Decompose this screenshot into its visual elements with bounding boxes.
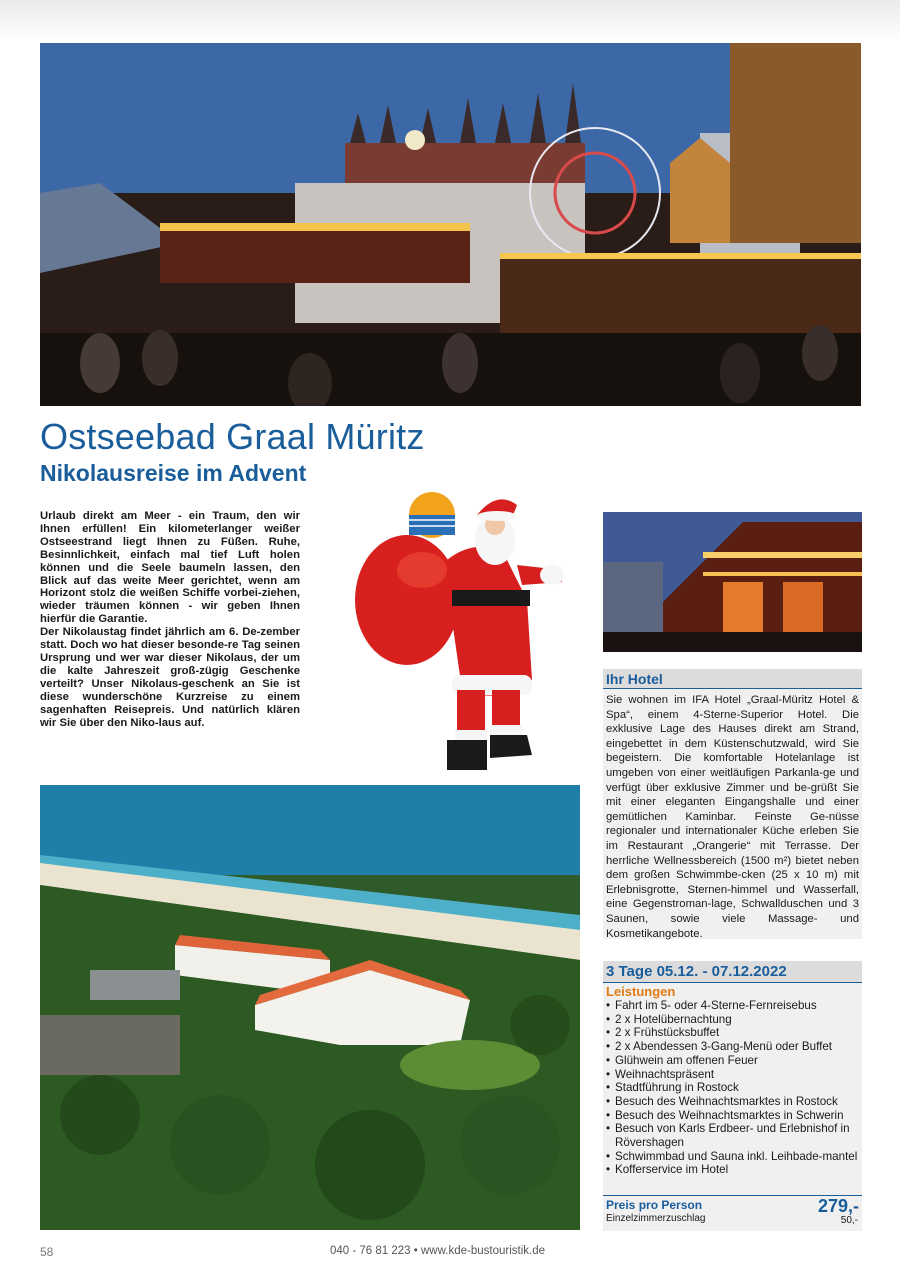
hotel-description: Sie wohnen im IFA Hotel „Graal-Müritz Hotel & Spa“, einem 4-Sterne-Superior Hotel. Die exklusive Lage des Hauses direkt am Strand, eingebettet in dem Küstenschutzwald, wird Sie begeistern. Die komfortable Hotelanlage ist umgeben von einer weitläufigen Parkanla-ge und verfügt über exklusive Zimmer und be-grüßt Sie mit einer eleganten Eingangshalle und einer gemütlichen Kaminbar. Feinste Ge-nüsse regionaler und internationaler Küche erleben Sie im Restaurant „Orangerie“ mit Terrasse. Der herrliche Wellnessbereich (1500 m²) bietet neben dem großen Schwimmbe-cken (25 x 10 m) mit Erlebnisgrotte, Sternen-himmel und Wasserfall, eine Gegenstroman-lage, Schwallduschen und 3 Saunen, sowie viele Massage- und Kosmetikangebote. <box>606 694 859 940</box>
service-item: • Schwimmbad und Sauna inkl. Leihbade-mantel <box>606 1150 859 1164</box>
service-item: • Besuch von Karls Erdbeer- und Erlebnishof in Rövershagen <box>606 1122 859 1149</box>
footer-contact: 040 - 76 81 223 • www.kde-bustouristik.de <box>330 1245 545 1257</box>
service-item: • Besuch des Weihnachtsmarktes in Schwerin <box>606 1109 859 1123</box>
services-list <box>603 999 862 1177</box>
price-row <box>603 1195 862 1224</box>
sun-logo-icon <box>409 492 455 538</box>
hero-photo-christmas-market <box>40 43 861 406</box>
page-subtitle: Nikolausreise im Advent <box>40 460 307 486</box>
service-item: • 2 x Abendessen 3-Gang-Menü oder Buffet <box>606 1040 859 1054</box>
market-stalls-photo <box>603 512 862 652</box>
service-item: • Weihnachtspräsent <box>606 1068 859 1082</box>
service-item: • Besuch des Weihnachtsmarktes in Rostock <box>606 1095 859 1109</box>
price-label: Preis pro Person <box>606 1198 703 1212</box>
service-item: • 2 x Frühstücksbuffet <box>606 1026 859 1040</box>
single-supplement-label: Einzelzimmerzuschlag <box>606 1213 706 1224</box>
service-item: • Stadtführung in Rostock <box>606 1081 859 1095</box>
intro-paragraph: Der Nikolaustag findet jährlich am 6. De-zember statt. Doch wo hat dieser besonde-re Tag seinen Ursprung und wer war dieser Nikolaus, der um die kalte Jahreszeit groß-zügig Geschenke verteilt? Unser Nikolaus-geschenk an Sie ist diese wunderschöne Kurzreise zu einem sagenhaften Reisepreis. Und natürlich klären wir Sie über den Niko-laus auf. <box>40 626 300 729</box>
page-number: 58 <box>40 1245 54 1259</box>
service-item: • Glühwein am offenen Feuer <box>606 1054 859 1068</box>
services-label: Leistungen <box>606 984 676 999</box>
santa-illustration <box>352 490 582 775</box>
hotel-heading: Ihr Hotel <box>603 669 862 689</box>
offer-dates-heading: 3 Tage 05.12. - 07.12.2022 <box>603 961 862 983</box>
single-supplement-value: 50,- <box>840 1215 858 1226</box>
service-item: • 2 x Hotelübernachtung <box>606 1013 859 1027</box>
offer-panel <box>603 961 862 1231</box>
page-title: Ostseebad Graal Müritz <box>40 416 425 457</box>
service-item: • Kofferservice im Hotel <box>606 1163 859 1177</box>
service-item: • Fahrt im 5- oder 4-Sterne-Fernreisebus <box>606 999 859 1013</box>
price-value: 279,- <box>817 1196 859 1216</box>
hotel-info-panel <box>603 669 862 939</box>
intro-text <box>40 510 300 729</box>
aerial-hotel-photo <box>40 785 580 1230</box>
intro-paragraph: Urlaub direkt am Meer - ein Traum, den wir Ihnen erfüllen! Ein kilometerlanger weißer Ostseestrand liegt Ihnen zu Füßen. Ruhe, Besinnlichkeit, einfach mal tief Luft holen können und die Seele baumeln lassen, den Blick auf das weite Meer gerichtet, wenn am Horizont stolz die weißen Schiffe vorbei-ziehen, wieder träumen können - wir geben Ihnen hierfür die Garantie. <box>40 510 300 626</box>
